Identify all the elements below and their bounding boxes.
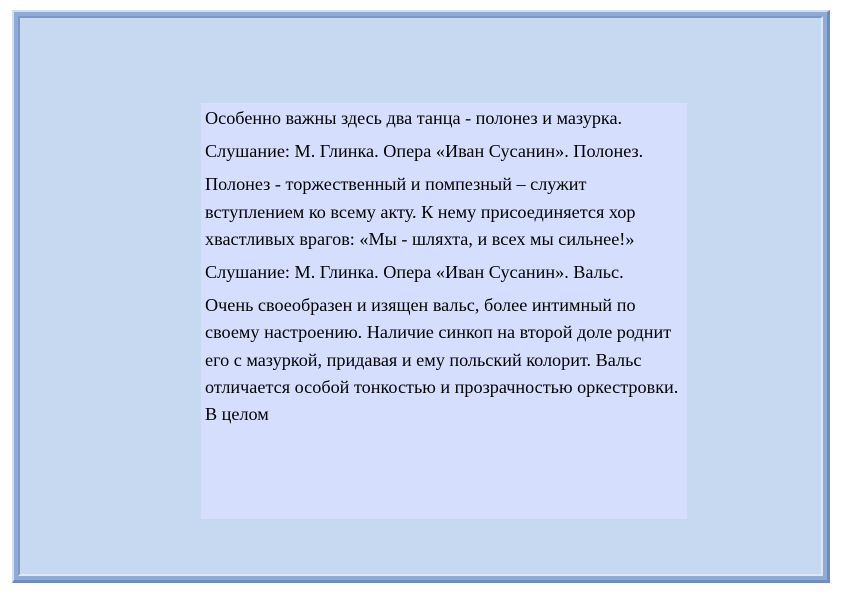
slide-text-box[interactable] <box>201 103 687 519</box>
slide-background <box>18 16 823 576</box>
paragraph-polonaise-description: Полонез - торжественный и помпезный – служит вступлением ко всему акту. К нему присоединяется хор хвастливых врагов: «Мы - шляхта, и всех мы сильнее!» <box>205 174 636 249</box>
slide-frame <box>12 10 830 583</box>
paragraph-dances-intro: Особенно важны здесь два танца - полонез и мазурка. <box>205 108 623 128</box>
paragraph-listening-waltz: Слушание: М. Глинка. Опера «Иван Сусанин». Вальс. <box>205 262 624 283</box>
paragraph-waltz-description: Очень своеобразен и изящен вальс, более интимный по своему настроению. Наличие синкоп на второй доле роднит его с мазуркой, придавая и ему польский колорит. Вальс отличается особой тонкостью и прозрачностью оркестровки. В целом <box>205 295 679 425</box>
paragraph-listening-polonaise: Слушание: М. Глинка. Опера «Иван Сусанин». Полонез. <box>205 141 644 162</box>
